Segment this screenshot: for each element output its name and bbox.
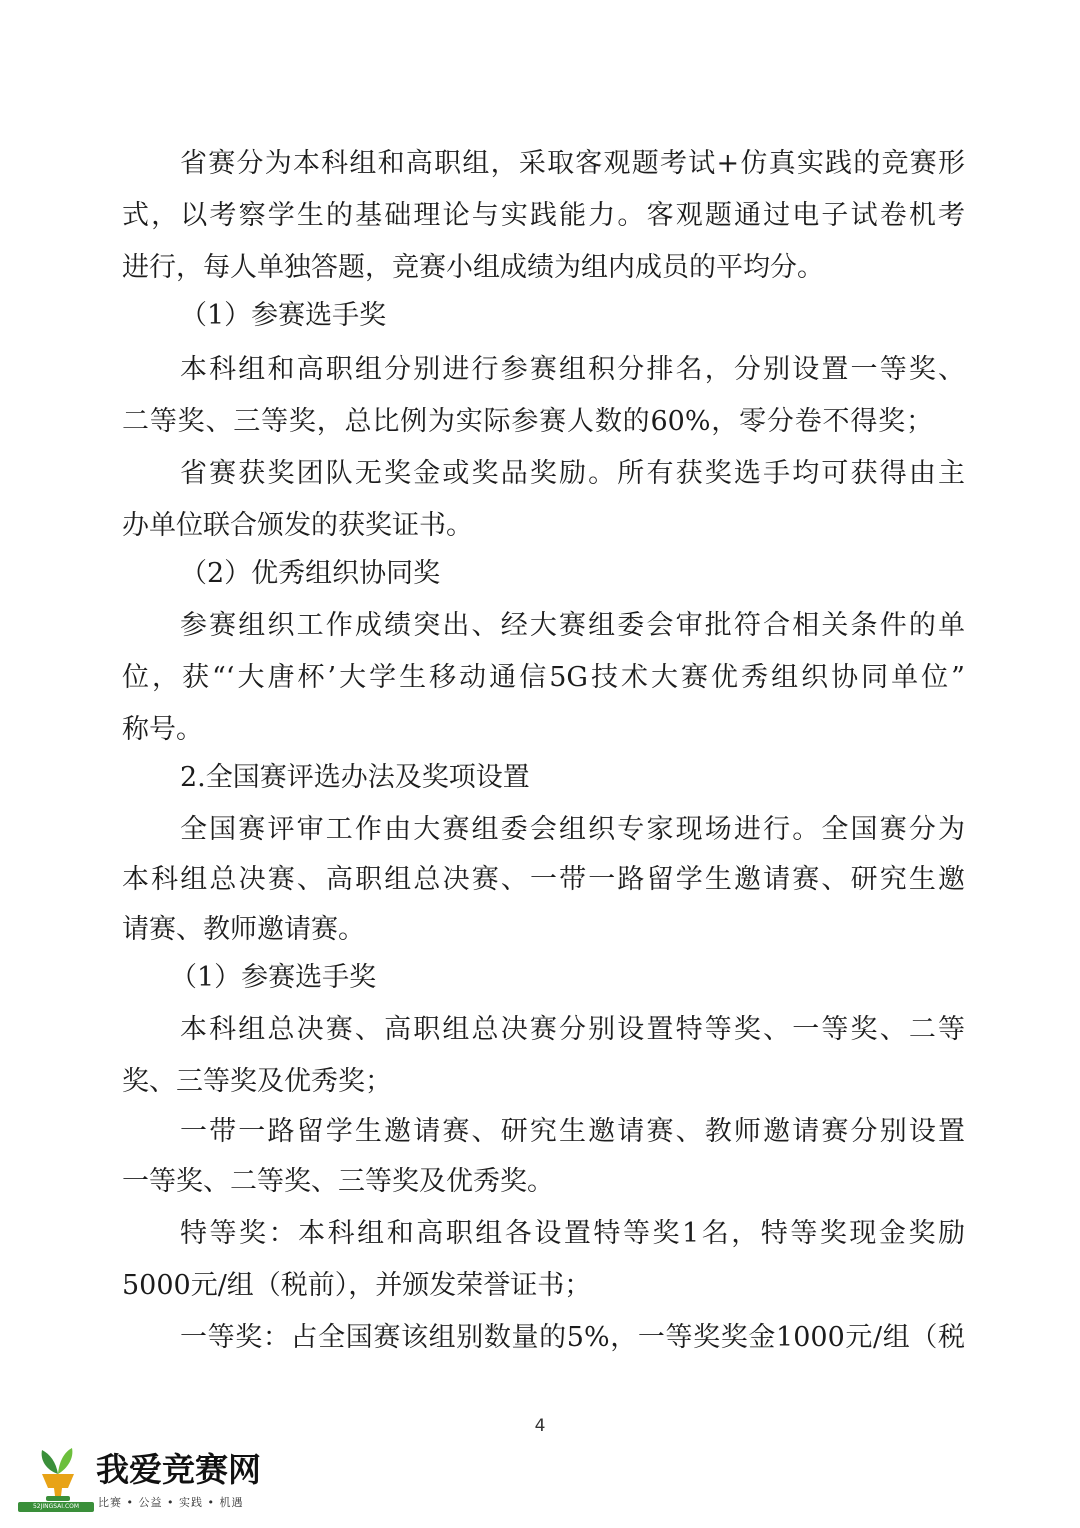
body-line: 本科组和高职组分别进行参赛组积分排名，分别设置一等奖、 (180, 354, 965, 385)
body-line: 一带一路留学生邀请赛、研究生邀请赛、教师邀请赛分别设置 (180, 1116, 965, 1147)
site-watermark-logo (14, 1440, 264, 1520)
trophy-sprout-icon (28, 1444, 88, 1504)
body-line: 省赛分为本科组和高职组，采取客观题考试+仿真实践的竞赛形 (180, 148, 965, 179)
body-line: 请赛、教师邀请赛。 (122, 914, 365, 945)
section-heading: （1）参赛选手奖 (170, 962, 377, 993)
page-number: 4 (534, 1416, 546, 1436)
body-line: 二等奖、三等奖，总比例为实际参赛人数的60%，零分卷不得奖； (122, 406, 933, 437)
section-heading: （1）参赛选手奖 (180, 300, 387, 331)
body-line: 本科组总决赛、高职组总决赛分别设置特等奖、一等奖、二等 (180, 1014, 965, 1045)
body-line: 一等奖：占全国赛该组别数量的5%，一等奖奖金1000元/组（税 (180, 1322, 965, 1353)
section-heading: （2）优秀组织协同奖 (180, 558, 441, 589)
body-line: 全国赛评审工作由大赛组委会组织专家现场进行。全国赛分为 (180, 814, 965, 845)
body-line: 5000元/组（税前），并颁发荣誉证书； (122, 1270, 592, 1301)
body-line: 办单位联合颁发的获奖证书。 (122, 510, 473, 541)
section-heading: 2.全国赛评选办法及奖项设置 (180, 762, 530, 793)
site-domain: 52JINGSAI.COM (18, 1502, 94, 1512)
body-line: 奖、三等奖及优秀奖； (122, 1066, 392, 1097)
body-line: 参赛组织工作成绩突出、经大赛组委会审批符合相关条件的单 (180, 610, 965, 641)
site-tagline: 比赛 • 公益 • 实践 • 机遇 (98, 1496, 244, 1509)
body-line: 一等奖、二等奖、三等奖及优秀奖。 (122, 1166, 554, 1197)
body-line: 本科组总决赛、高职组总决赛、一带一路留学生邀请赛、研究生邀 (122, 864, 965, 895)
site-name: 我爱竞赛网 (96, 1450, 261, 1489)
body-line: 省赛获奖团队无奖金或奖品奖励。所有获奖选手均可获得由主 (180, 458, 965, 489)
body-line: 特等奖：本科组和高职组各设置特等奖1名，特等奖现金奖励 (180, 1218, 965, 1249)
body-line: 称号。 (122, 714, 203, 745)
body-line: 进行，每人单独答题，竞赛小组成绩为组内成员的平均分。 (122, 252, 824, 283)
body-line: 式，以考察学生的基础理论与实践能力。客观题通过电子试卷机考 (122, 200, 965, 231)
body-line: 位，获“‘大唐杯’大学生移动通信5G技术大赛优秀组织协同单位” (122, 662, 965, 693)
